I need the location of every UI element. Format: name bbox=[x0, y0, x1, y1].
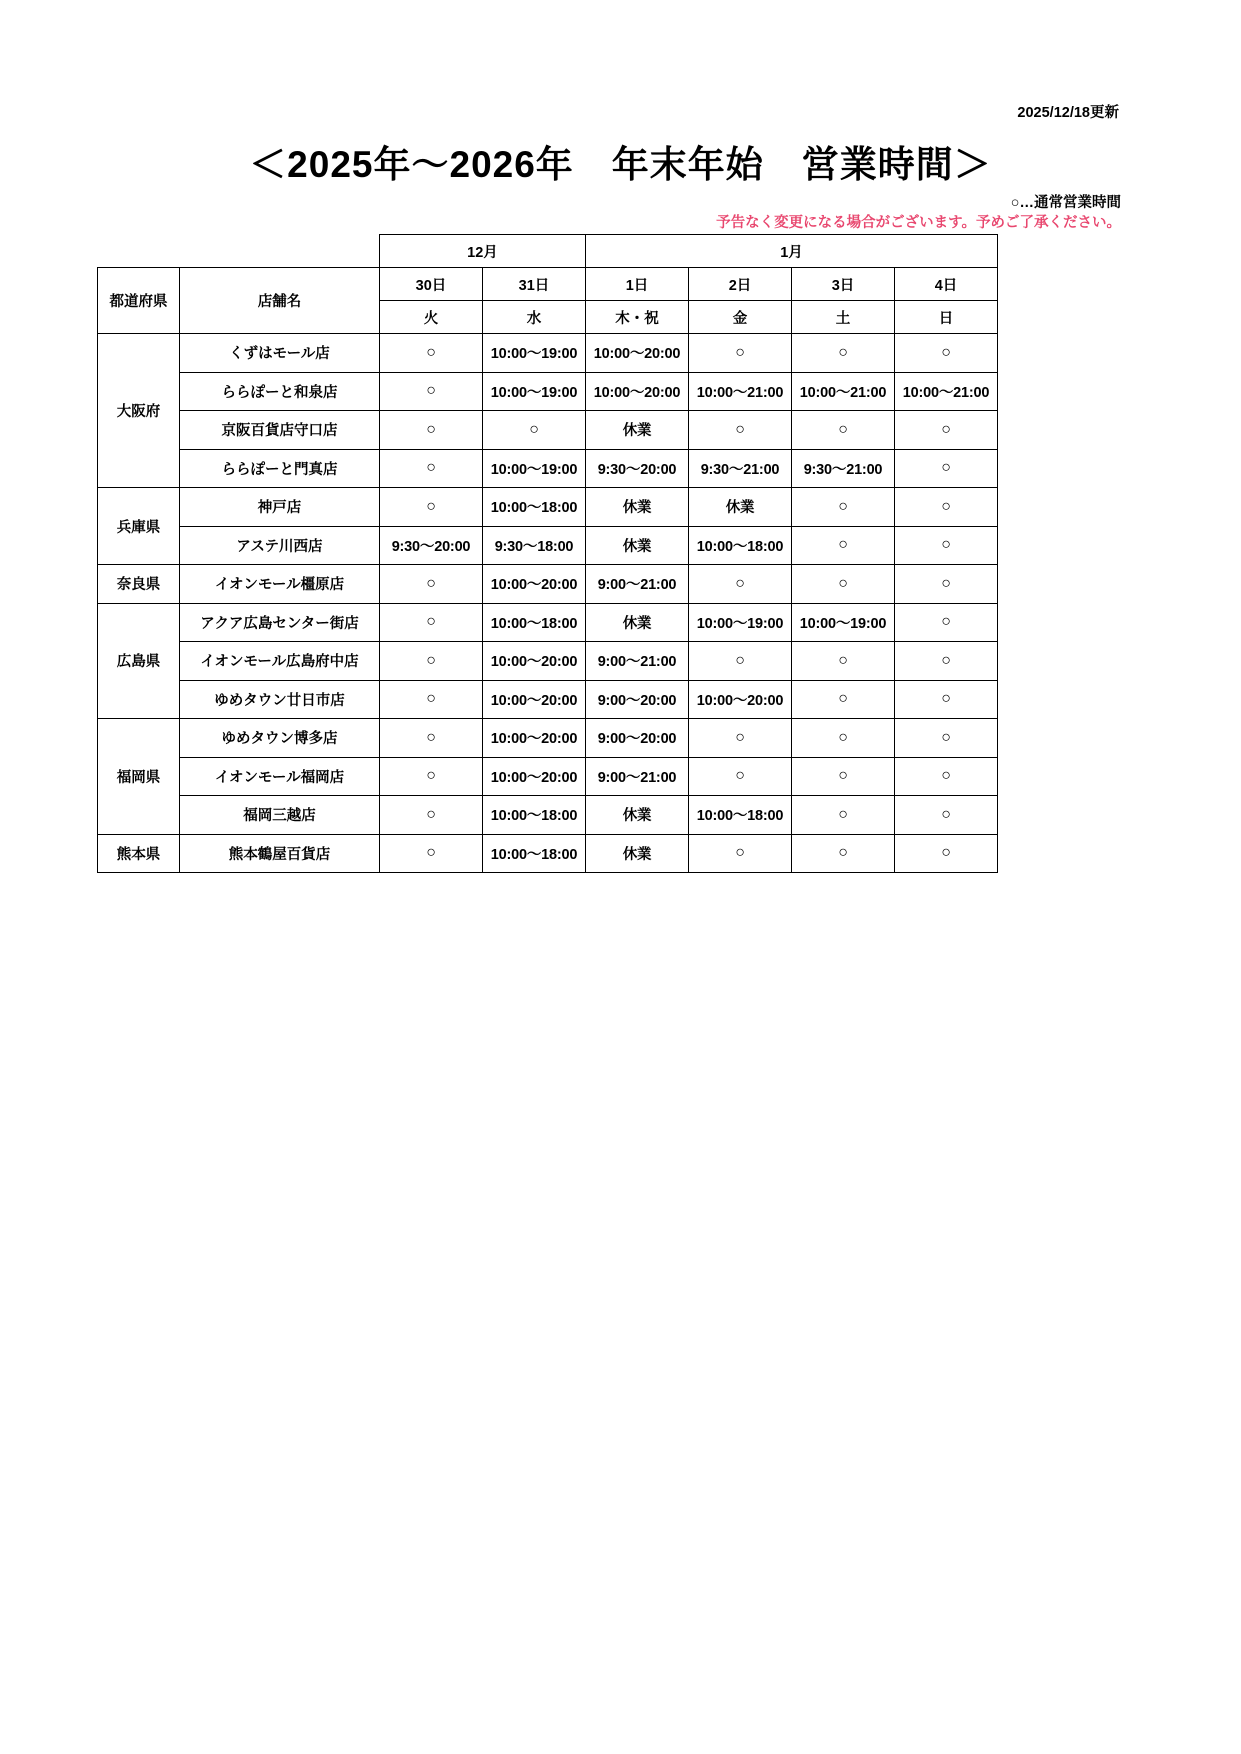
hours-cell: 10:00～19:00 bbox=[792, 603, 895, 642]
hours-cell: 10:00～21:00 bbox=[792, 372, 895, 411]
store-name-cell: イオンモール広島府中店 bbox=[180, 642, 380, 681]
hours-cell: ○ bbox=[689, 411, 792, 450]
hours-cell-closed: 休業 bbox=[586, 834, 689, 873]
hours-cell: ○ bbox=[380, 603, 483, 642]
hours-cell: 10:00～19:00 bbox=[483, 372, 586, 411]
prefecture-cell: 福岡県 bbox=[98, 719, 180, 835]
hours-cell: ○ bbox=[895, 526, 998, 565]
hours-cell: ○ bbox=[380, 757, 483, 796]
table-row bbox=[98, 411, 998, 450]
caution-note: 予告なく変更になる場合がございます。予めご了承ください。 bbox=[716, 215, 1121, 231]
hours-cell: ○ bbox=[895, 449, 998, 488]
hours-cell: 10:00～18:00 bbox=[483, 834, 586, 873]
header-row-month bbox=[98, 235, 998, 268]
prefecture-cell: 兵庫県 bbox=[98, 488, 180, 565]
hours-cell: ○ bbox=[689, 565, 792, 604]
store-name-cell: アステ川西店 bbox=[180, 526, 380, 565]
update-stamp: 2025/12/18更新 bbox=[1017, 105, 1119, 121]
hours-cell: 10:00～20:00 bbox=[586, 372, 689, 411]
hours-cell: ○ bbox=[689, 334, 792, 373]
hours-cell: ○ bbox=[792, 334, 895, 373]
hours-cell: 9:00～21:00 bbox=[586, 565, 689, 604]
hours-cell: 10:00～19:00 bbox=[689, 603, 792, 642]
hours-cell: ○ bbox=[895, 719, 998, 758]
header-spacer-pref bbox=[98, 235, 180, 268]
hours-cell: ○ bbox=[380, 642, 483, 681]
hours-cell-closed: 休業 bbox=[586, 411, 689, 450]
table-row bbox=[98, 642, 998, 681]
hours-cell: ○ bbox=[380, 449, 483, 488]
hours-cell: ○ bbox=[380, 796, 483, 835]
table-row bbox=[98, 680, 998, 719]
hours-cell: ○ bbox=[792, 834, 895, 873]
hours-cell: 9:30～21:00 bbox=[689, 449, 792, 488]
table-row bbox=[98, 334, 998, 373]
hours-cell: ○ bbox=[689, 642, 792, 681]
hours-cell: 10:00～18:00 bbox=[483, 796, 586, 835]
hours-cell: ○ bbox=[895, 603, 998, 642]
table-row bbox=[98, 372, 998, 411]
hours-cell: ○ bbox=[895, 757, 998, 796]
page-title: ＜2025年～2026年 年末年始 営業時間＞ bbox=[249, 144, 992, 185]
prefecture-cell: 奈良県 bbox=[98, 565, 180, 604]
hours-cell: 9:00～20:00 bbox=[586, 719, 689, 758]
store-name-cell: ゆめタウン廿日市店 bbox=[180, 680, 380, 719]
hours-cell: 9:30～18:00 bbox=[483, 526, 586, 565]
table-body bbox=[98, 334, 998, 873]
hours-cell: ○ bbox=[792, 796, 895, 835]
business-hours-table-wrap bbox=[97, 234, 998, 873]
hours-cell: ○ bbox=[895, 680, 998, 719]
hours-cell: ○ bbox=[792, 526, 895, 565]
hours-cell: 10:00～18:00 bbox=[483, 603, 586, 642]
hours-cell: ○ bbox=[380, 488, 483, 527]
table-row bbox=[98, 719, 998, 758]
header-prefecture: 都道府県 bbox=[98, 268, 180, 334]
store-name-cell: イオンモール橿原店 bbox=[180, 565, 380, 604]
prefecture-cell: 大阪府 bbox=[98, 334, 180, 488]
hours-cell: ○ bbox=[792, 488, 895, 527]
hours-cell: 9:30～20:00 bbox=[380, 526, 483, 565]
hours-cell: ○ bbox=[483, 411, 586, 450]
hours-cell: ○ bbox=[792, 757, 895, 796]
hours-cell: ○ bbox=[380, 719, 483, 758]
prefecture-cell: 熊本県 bbox=[98, 834, 180, 873]
prefecture-cell: 広島県 bbox=[98, 603, 180, 719]
hours-cell: 9:00～20:00 bbox=[586, 680, 689, 719]
hours-cell: ○ bbox=[895, 411, 998, 450]
header-weekday-jan1: 木・祝 bbox=[586, 301, 689, 334]
header-weekday-jan2: 金 bbox=[689, 301, 792, 334]
header-weekday-jan3: 土 bbox=[792, 301, 895, 334]
store-name-cell: 京阪百貨店守口店 bbox=[180, 411, 380, 450]
store-name-cell: ららぽーと和泉店 bbox=[180, 372, 380, 411]
header-date-jan2: 2日 bbox=[689, 268, 792, 301]
hours-cell: 10:00～21:00 bbox=[895, 372, 998, 411]
hours-cell: ○ bbox=[689, 834, 792, 873]
hours-cell: ○ bbox=[895, 488, 998, 527]
hours-cell: 10:00～20:00 bbox=[483, 719, 586, 758]
hours-cell: ○ bbox=[792, 719, 895, 758]
header-month-december: 12月 bbox=[380, 235, 586, 268]
hours-cell: ○ bbox=[689, 757, 792, 796]
header-weekday-jan4: 日 bbox=[895, 301, 998, 334]
header-weekday-dec31: 水 bbox=[483, 301, 586, 334]
header-date-dec30: 30日 bbox=[380, 268, 483, 301]
hours-cell: 10:00～18:00 bbox=[689, 796, 792, 835]
table-row bbox=[98, 796, 998, 835]
hours-cell: ○ bbox=[380, 411, 483, 450]
store-name-cell: くずはモール店 bbox=[180, 334, 380, 373]
hours-cell: ○ bbox=[380, 834, 483, 873]
hours-cell: ○ bbox=[792, 680, 895, 719]
hours-cell: 10:00～20:00 bbox=[483, 565, 586, 604]
hours-cell: 10:00～20:00 bbox=[689, 680, 792, 719]
table-header bbox=[98, 235, 998, 334]
hours-cell-closed: 休業 bbox=[586, 488, 689, 527]
hours-cell: 10:00～19:00 bbox=[483, 449, 586, 488]
table-row bbox=[98, 757, 998, 796]
header-store-name: 店舗名 bbox=[180, 268, 380, 334]
legend-open-mark: ○…通常営業時間 bbox=[1010, 195, 1121, 211]
hours-cell: 10:00～21:00 bbox=[689, 372, 792, 411]
table-row bbox=[98, 834, 998, 873]
header-date-jan3: 3日 bbox=[792, 268, 895, 301]
hours-cell: ○ bbox=[380, 334, 483, 373]
header-weekday-dec30: 火 bbox=[380, 301, 483, 334]
store-name-cell: 神戸店 bbox=[180, 488, 380, 527]
hours-cell: ○ bbox=[380, 565, 483, 604]
hours-cell: 9:30～21:00 bbox=[792, 449, 895, 488]
store-name-cell: ららぽーと門真店 bbox=[180, 449, 380, 488]
hours-cell: 9:00～21:00 bbox=[586, 642, 689, 681]
hours-cell: ○ bbox=[792, 642, 895, 681]
hours-cell: 10:00～20:00 bbox=[483, 642, 586, 681]
hours-cell: ○ bbox=[895, 565, 998, 604]
store-name-cell: 熊本鶴屋百貨店 bbox=[180, 834, 380, 873]
hours-cell: ○ bbox=[792, 411, 895, 450]
header-date-dec31: 31日 bbox=[483, 268, 586, 301]
store-name-cell: アクア広島センター街店 bbox=[180, 603, 380, 642]
hours-cell-closed: 休業 bbox=[586, 603, 689, 642]
hours-cell: ○ bbox=[895, 334, 998, 373]
store-name-cell: イオンモール福岡店 bbox=[180, 757, 380, 796]
hours-cell: 10:00～18:00 bbox=[689, 526, 792, 565]
header-row-date bbox=[98, 268, 998, 301]
hours-cell: ○ bbox=[895, 796, 998, 835]
hours-cell: ○ bbox=[895, 834, 998, 873]
store-name-cell: 福岡三越店 bbox=[180, 796, 380, 835]
table-row bbox=[98, 603, 998, 642]
store-name-cell: ゆめタウン博多店 bbox=[180, 719, 380, 758]
hours-cell: 10:00～18:00 bbox=[483, 488, 586, 527]
hours-cell-closed: 休業 bbox=[689, 488, 792, 527]
hours-cell-closed: 休業 bbox=[586, 796, 689, 835]
hours-cell: 10:00～20:00 bbox=[586, 334, 689, 373]
hours-cell: ○ bbox=[380, 372, 483, 411]
table-row bbox=[98, 449, 998, 488]
hours-cell: ○ bbox=[895, 642, 998, 681]
header-date-jan1: 1日 bbox=[586, 268, 689, 301]
hours-cell: 10:00～19:00 bbox=[483, 334, 586, 373]
header-date-jan4: 4日 bbox=[895, 268, 998, 301]
table-row bbox=[98, 488, 998, 527]
hours-cell: 9:00～21:00 bbox=[586, 757, 689, 796]
hours-cell: ○ bbox=[689, 719, 792, 758]
hours-cell-closed: 休業 bbox=[586, 526, 689, 565]
business-hours-table bbox=[97, 234, 998, 873]
table-row bbox=[98, 526, 998, 565]
hours-cell: 10:00～20:00 bbox=[483, 757, 586, 796]
header-month-january: 1月 bbox=[586, 235, 998, 268]
hours-cell: ○ bbox=[792, 565, 895, 604]
hours-cell: ○ bbox=[380, 680, 483, 719]
table-row bbox=[98, 565, 998, 604]
hours-cell: 10:00～20:00 bbox=[483, 680, 586, 719]
header-spacer-store bbox=[180, 235, 380, 268]
hours-cell: 9:30～20:00 bbox=[586, 449, 689, 488]
